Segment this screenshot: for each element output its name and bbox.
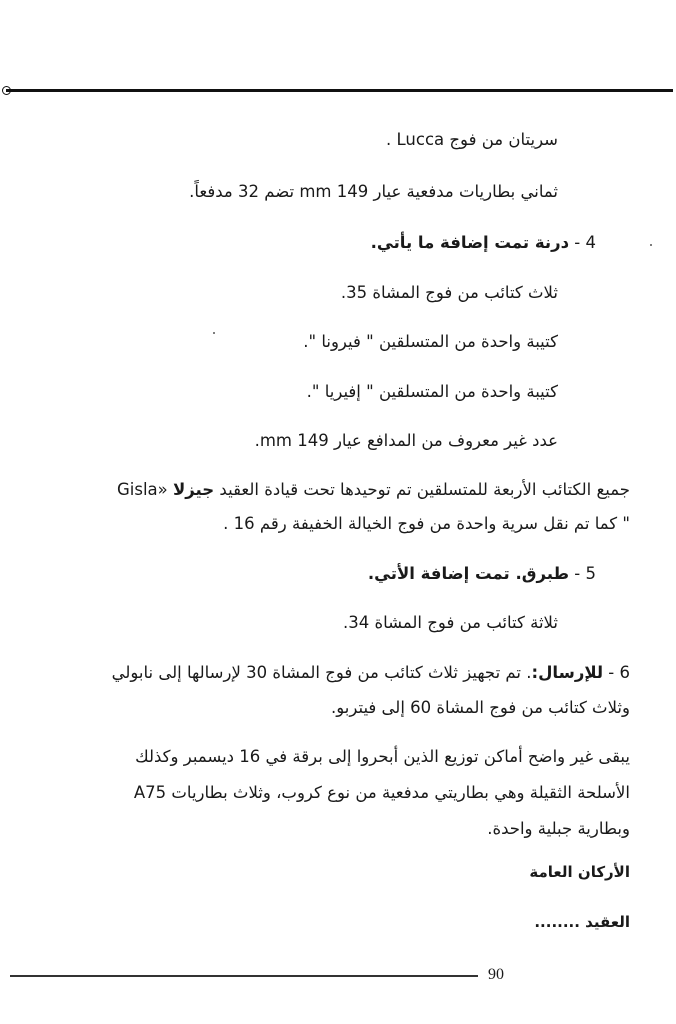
text-line-5: كتيبة واحدة من المتسلقين " فيرونا ". <box>303 332 558 351</box>
text-line-2: ثماني بطاريات مدفعية عيار mm 149 تضم 32 مدفعاً. <box>189 182 558 201</box>
text-line-4: ثلاث كتائب من فوج المشاة 35. <box>340 283 558 302</box>
heading-derna-title: درنة تمت إضافة ما يأتي. <box>370 233 570 252</box>
text-line-6: كتيبة واحدة من المتسلقين " إفيريا ". <box>306 382 558 401</box>
item-number-6: 6 - <box>603 663 630 682</box>
scan-speck <box>213 332 215 334</box>
heading-tobruk <box>368 562 596 586</box>
item-number-5: 5 - <box>569 564 596 583</box>
signature-colonel: العقيد ........ <box>534 913 630 931</box>
scan-speck <box>650 244 652 246</box>
footer-rule <box>10 975 478 977</box>
header-rule <box>6 89 673 92</box>
text-line-8: جميع الكتائب الأربعة للمتسلقين تم توحيدها تحت قيادة العقيد جيزلا «Gisla <box>116 480 630 499</box>
page-number: 90 <box>488 966 504 983</box>
name-gisla: جيزلا <box>173 480 215 499</box>
text-line-15: الأسلحة الثقيلة وهي بطاريتي مدفعية من نوع كروب، وثلاث بطاريات A75 <box>133 783 630 802</box>
text-line-7: عدد غير معروف من المدافع عيار mm 149. <box>254 431 558 450</box>
item-number-4: 4 - <box>569 233 596 252</box>
text-line-1: سريتان من فوج Lucca . <box>386 130 558 149</box>
text-line-13: وثلاث كتائب من فوج المشاة 60 إلى فيتربو. <box>331 698 630 717</box>
heading-dispatch: 6 - للإرسال:. تم تجهيز ثلاث كتائب من فوج المشاة 30 لإرسالها إلى نابولي <box>111 663 630 682</box>
heading-derna <box>371 231 596 255</box>
heading-dispatch-title: للإرسال: <box>531 663 604 682</box>
signature-general-staff: الأركان العامة <box>529 863 630 881</box>
text-line-9: " كما تم نقل سرية واحدة من فوج الخيالة الخفيفة رقم 16 . <box>223 514 630 533</box>
heading-tobruk-title: طبرق. تمت إضافة الأتي. <box>367 564 570 583</box>
text-line-16: وبطارية جبلية واحدة. <box>487 819 630 838</box>
text-line-14: يبقى غير واضح أماكن توزيع الذين أبحروا إلى برقة في 16 ديسمبر وكذلك <box>135 747 630 766</box>
text-line-11: ثلاثة كتائب من فوج المشاة 34. <box>342 613 558 632</box>
